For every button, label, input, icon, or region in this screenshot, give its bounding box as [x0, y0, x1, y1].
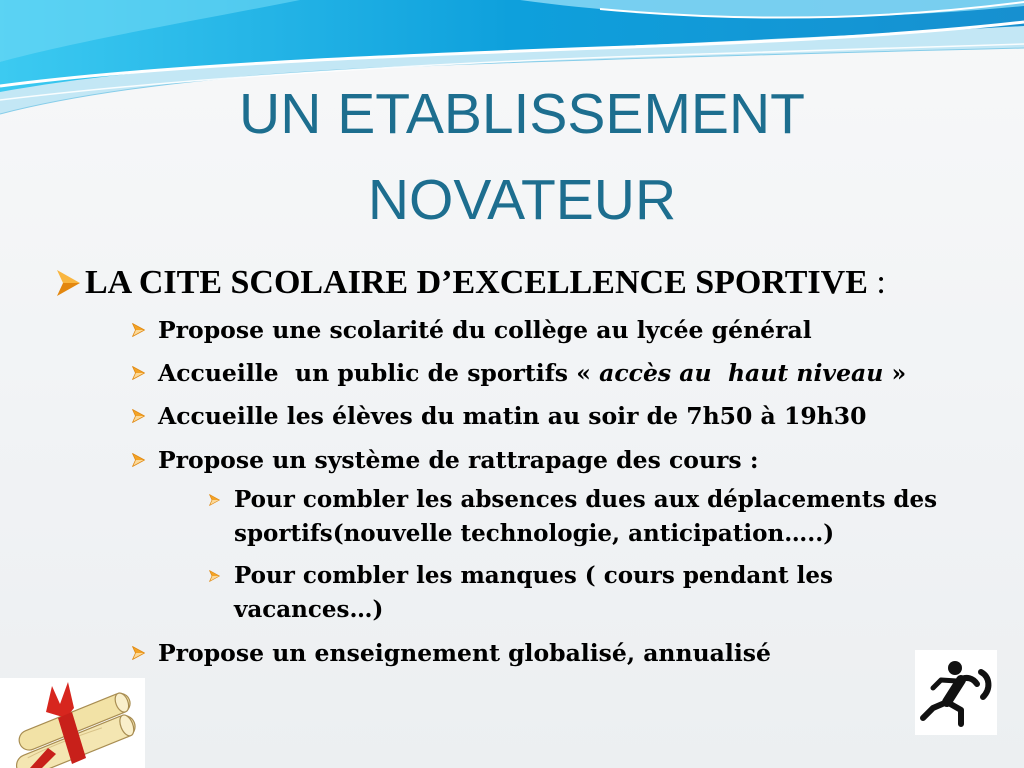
arrow-bullet-icon — [132, 366, 145, 380]
arrow-bullet-icon — [209, 494, 220, 506]
sub-bullet — [132, 314, 812, 346]
sub-bullet — [132, 357, 906, 389]
nested-bullet — [209, 483, 937, 551]
main-bullet-label: LA CITE SCOLAIRE D’EXCELLENCE SPORTIVE — [85, 264, 868, 301]
arrow-bullet-icon — [209, 570, 220, 582]
sub-bullet-text: Propose un enseignement globalisé, annualisé — [158, 639, 771, 667]
title-line-1: UN ETABLISSEMENT — [239, 82, 805, 146]
nested-bullet-line: sportifs(nouvelle technologie, anticipation…..) — [234, 520, 835, 547]
sub-bullet-italic-text: accès au haut niveau — [599, 359, 884, 387]
nested-bullet-line: Pour combler les absences dues aux déplacements des — [234, 486, 938, 513]
title-line-2: NOVATEUR — [367, 168, 677, 232]
page-title — [20, 71, 1024, 243]
sub-bullet — [132, 444, 759, 476]
main-bullet — [57, 263, 886, 303]
sub-bullet — [132, 637, 771, 669]
sub-bullet-text-end: » — [883, 359, 907, 387]
arrow-bullet-icon — [132, 646, 145, 660]
sub-bullet — [132, 400, 866, 432]
sub-bullet-text: Propose un système de rattrapage des cours : — [158, 446, 759, 474]
main-bullet-suffix: : — [867, 264, 886, 301]
running-athlete-icon — [915, 650, 997, 735]
sub-bullet-text: Propose une scolarité du collège au lycée général — [158, 316, 812, 344]
nested-bullet — [209, 559, 833, 627]
arrow-bullet-icon — [132, 409, 145, 423]
arrow-bullet-icon — [132, 323, 145, 337]
nested-bullet-line: vacances…) — [234, 596, 384, 623]
arrow-bullet-icon — [132, 453, 145, 467]
sub-bullet-text: Accueille un public de sportifs « — [158, 359, 600, 387]
nested-bullet-line: Pour combler les manques ( cours pendant les — [234, 562, 833, 589]
arrow-bullet-icon — [57, 270, 80, 296]
sub-bullet-text: Accueille les élèves du matin au soir de 7h50 à 19h30 — [158, 402, 867, 430]
diploma-scroll-image — [0, 678, 145, 768]
